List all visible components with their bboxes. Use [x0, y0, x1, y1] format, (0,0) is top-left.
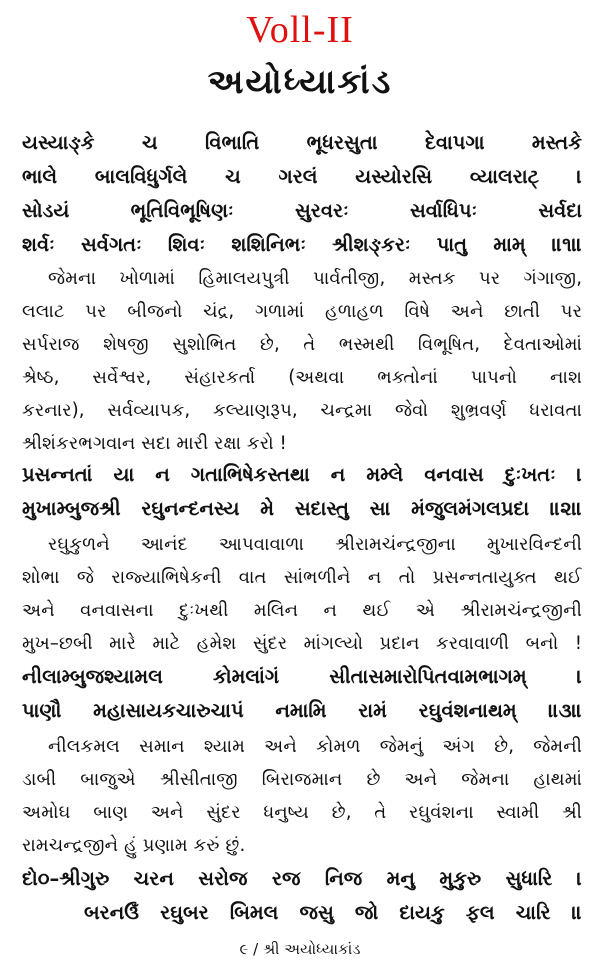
verse-line: યસ્યાઙ્કે ચ વિભાતિ ભૂધરસુતા દેવાપગા મસ્તકે — [22, 131, 582, 154]
prose-line: રામચન્દ્રજીને હું પ્રણામ કરું છું. — [22, 835, 246, 856]
doha-couplet — [22, 862, 582, 930]
page-title: અયોધ્યાકાંડ — [207, 62, 393, 102]
sanskrit-verse-3 — [22, 660, 582, 728]
doha-line: બરનઉઁ રઘુબર બિમલ જસુ જો દાયકુ ફલ ચારિ ॥ — [84, 901, 582, 924]
verse-line: શર્વઃ સર્વગતઃ શિવઃ શશિનિભઃ શ્રીશઙ્કરઃ પાતુ મામ્ ॥૧॥ — [22, 233, 582, 256]
prose-line: અને વનવાસના દુઃખથી મલિન ન થઈ એ શ્રીરામચંન્દ્રજીની — [22, 600, 582, 621]
prose-line: નીલકમલ સમાન શ્યામ અને કોમળ જેમનું અંગ છે, જેમની — [48, 736, 582, 757]
prose-line: મુખ–છબી મારે માટે હમેશ સુંદર માંગલ્યો પ્રદાન કરવાવાળી બનો ! — [22, 633, 582, 654]
sanskrit-verse-1 — [22, 126, 582, 262]
verse-line: ભાલે બાલવિધુર્ગલે ચ ગરલં યસ્યોરસિ વ્યાલરાટ્ । — [22, 165, 582, 188]
gujarati-translation-1 — [22, 262, 582, 460]
prose-line: રઘુકુળને આનંદ આપવાવાળા શ્રીરામચંન્દ્રજીના મુખારવિન્દની — [48, 534, 582, 555]
prose-line: લલાટ પર બીજનો ચંદ્ર, ગળામાં હળાહળ વિષે અને છાતી પર — [22, 301, 582, 322]
sanskrit-verse-2 — [22, 458, 582, 526]
prose-line: અમોઘ બાણ અને સુંદર ધનુષ્ય છે, તે રઘુવંશના સ્વામી શ્રી — [22, 802, 582, 823]
prose-line: ડાબી બાજુએ શ્રીસીતાજી બિરાજમાન છે અને જેમના હાથમાં — [22, 769, 582, 790]
volume-label: Voll-II — [246, 9, 354, 51]
prose-line: શ્રીશંકરભગવાન સદા મારી રક્ષા કરો ! — [22, 433, 287, 454]
doha-line: દો૦–શ્રીગુરુ ચરન સરોજ રજ નિજ મનુ મુકુરુ સુધારિ । — [22, 867, 582, 890]
gujarati-translation-3 — [22, 730, 582, 862]
prose-line: શોભા જે રાજ્યાભિષેકની વાત સાંભળીને ન તો પ્રસન્નતાયુક્ત થઈ — [22, 567, 582, 588]
prose-line: સર્પરાજ શેષજી સુશોભિત છે, તે ભસ્મથી વિભૂષિત, દેવતાઓમાં — [22, 334, 582, 355]
page-footer: ૯ / શ્રી અયોધ્યાકાંડ — [239, 940, 361, 958]
prose-line: શ્રેષ્ઠ, સર્વેશ્વર, સંહારકર્તા (અથવા ભક્તોનાં પાપનો નાશ — [22, 367, 582, 388]
verse-line: મુખામ્બુજશ્રી રઘુનન્દનસ્ય મે સદાસ્તુ સા મંજુલમંગલપ્રદા ॥૨॥ — [22, 497, 582, 520]
verse-line: પ્રસન્નતાં યા ન ગતાભિષેકસ્તથા ન મમ્લે વનવાસ દુઃખતઃ । — [22, 463, 582, 486]
prose-line: જેમના ખોળામાં હિમાલયપુત્રી પાર્વતીજી, મસ્તક પર ગંગાજી, — [48, 268, 582, 289]
prose-line: કરનાર), સર્વવ્યાપક, કલ્યાણરૂપ, ચન્દ્રમા જેવો શુભ્રવર્ણ ધરાવતા — [22, 400, 582, 421]
verse-line: નીલામ્બુજશ્યામલ કોમલાંગં સીતાસમારોપિતવામભાગમ્ । — [22, 665, 582, 688]
gujarati-translation-2 — [22, 528, 582, 660]
verse-line: સોડયં ભૂતિવિભૂષિણઃ સુરવરઃ સર્વાધિપઃ સર્વદા — [22, 199, 582, 222]
verse-line: પાણૌ મહાસાયકચારુચાપં નમામિ રામં રઘુવંશનાથમ્ ॥૩॥ — [22, 699, 582, 722]
